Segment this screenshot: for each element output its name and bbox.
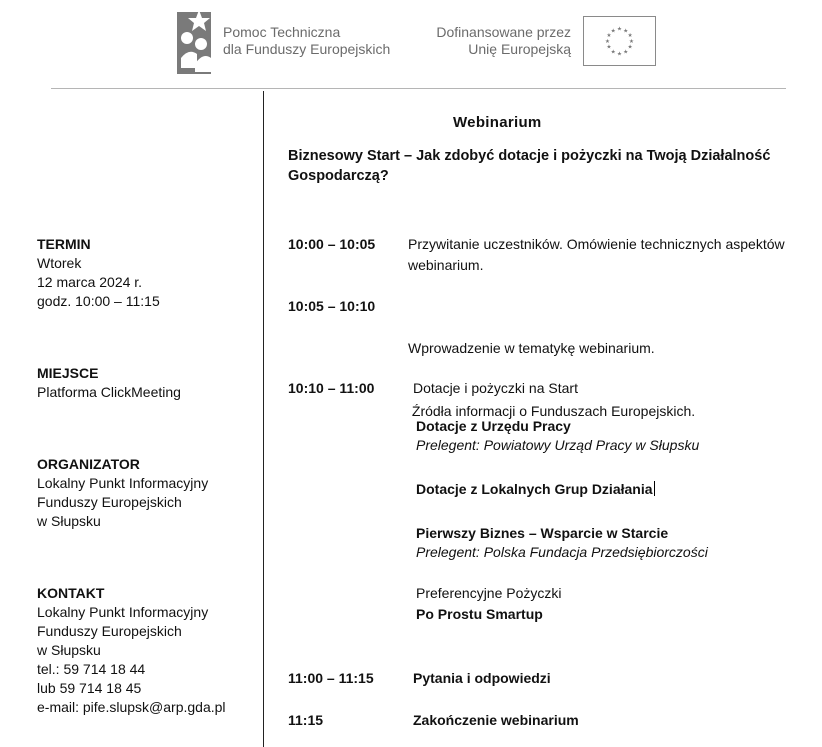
session-item — [416, 479, 655, 500]
svg-text:★: ★ — [627, 44, 633, 51]
logo1-line2: dla Funduszy Europejskich — [223, 41, 391, 57]
svg-text:★: ★ — [616, 26, 623, 33]
column-divider — [263, 91, 264, 747]
miejsce-heading: MIEJSCE — [37, 365, 99, 381]
logo2-line1: Dofinansowane przez — [436, 24, 571, 40]
agenda-line: Źródła informacji o Funduszach Europejskich. — [408, 403, 696, 419]
header-divider — [51, 88, 786, 89]
webinar-subtitle: Biznesowy Start – Jak zdobyć dotacje i pożyczki na Twoją Działalność Gospodarczą? — [288, 148, 771, 184]
svg-text:★: ★ — [623, 49, 629, 56]
agenda-time: 11:15 — [288, 712, 324, 728]
session-subtitle: Po Prostu Smartup — [416, 606, 543, 622]
termin-day: Wtorek — [37, 255, 82, 271]
svg-text:★: ★ — [627, 33, 633, 40]
logo2-line2: Unię Europejską — [468, 41, 571, 57]
svg-text:★: ★ — [616, 51, 623, 58]
session-title: Preferencyjne Pożyczki — [416, 585, 562, 601]
logo1-text — [223, 24, 390, 58]
kontakt-line1: Lokalny Punkt Informacyjny — [37, 604, 209, 620]
agenda-description — [408, 234, 785, 276]
organizator-line2: Funduszy Europejskich — [37, 494, 182, 510]
text-cursor — [654, 481, 655, 496]
agenda-line: webinarium. — [408, 257, 484, 273]
agenda-time: 11:00 – 11:15 — [288, 670, 374, 686]
agenda-time: 10:10 – 11:00 — [288, 380, 375, 396]
kontakt-section — [37, 584, 226, 717]
session-title: Dotacje z Lokalnych Grup Działania — [416, 481, 653, 497]
pomoc-techniczna-logo — [177, 8, 399, 74]
organizator-line3: w Słupsku — [37, 513, 101, 529]
agenda-line: Wprowadzenie w tematykę webinarium. — [408, 340, 655, 356]
eu-flag-icon — [583, 16, 656, 66]
logo2-text — [428, 24, 571, 58]
termin-time: godz. 10:00 – 11:15 — [37, 293, 160, 309]
agenda-description: Zakończenie webinarium — [413, 712, 579, 728]
svg-text:★: ★ — [606, 44, 612, 51]
kontakt-phone: tel.: 59 714 18 44 — [37, 661, 146, 677]
session-title: Pierwszy Biznes – Wsparcie w Starcie — [416, 525, 669, 541]
svg-text:★: ★ — [606, 33, 612, 40]
session-item — [416, 523, 708, 563]
logo1-line1: Pomoc Techniczna — [223, 24, 341, 40]
kontakt-line2: Funduszy Europejskich — [37, 623, 182, 639]
session-title: Dotacje z Urzędu Pracy — [416, 418, 571, 434]
miejsce-section — [37, 364, 181, 402]
organizator-section — [37, 455, 208, 531]
agenda-time: 10:05 – 10:10 — [288, 298, 376, 314]
svg-text:★: ★ — [610, 28, 616, 35]
kontakt-line3: w Słupsku — [37, 642, 101, 658]
session-item — [416, 583, 562, 625]
kontakt-heading: KONTAKT — [37, 585, 105, 601]
termin-section — [37, 235, 160, 311]
organizator-line1: Lokalny Punkt Informacyjny — [37, 475, 209, 491]
kontakt-email: e-mail: pife.slupsk@arp.gda.pl — [37, 699, 226, 715]
kontakt-phone-alt: lub 59 714 18 45 — [37, 680, 142, 696]
page-title: Webinarium — [453, 114, 542, 131]
agenda-description: Dotacje i pożyczki na Start — [413, 380, 578, 396]
svg-text:★: ★ — [623, 28, 629, 35]
agenda-description: Pytania i odpowiedzi — [413, 670, 551, 686]
termin-date: 12 marca 2024 r. — [37, 274, 143, 290]
organizator-heading: ORGANIZATOR — [37, 456, 140, 472]
session-speaker: Prelegent: Polska Fundacja Przedsiębiorczości — [416, 544, 708, 560]
fe-logo-icon — [177, 8, 213, 74]
svg-text:★: ★ — [628, 38, 635, 45]
termin-heading: TERMIN — [37, 236, 91, 252]
session-item — [416, 416, 699, 456]
miejsce-value: Platforma ClickMeeting — [37, 384, 181, 400]
svg-text:★: ★ — [610, 49, 616, 56]
agenda-time: 10:00 – 10:05 — [288, 236, 376, 252]
agenda-line: Przywitanie uczestników. Omówienie technicznych aspektów — [408, 236, 785, 252]
session-speaker: Prelegent: Powiatowy Urząd Pracy w Słupsku — [416, 437, 700, 453]
svg-text:★: ★ — [604, 38, 611, 45]
eu-cofinancing-logo — [428, 16, 658, 70]
